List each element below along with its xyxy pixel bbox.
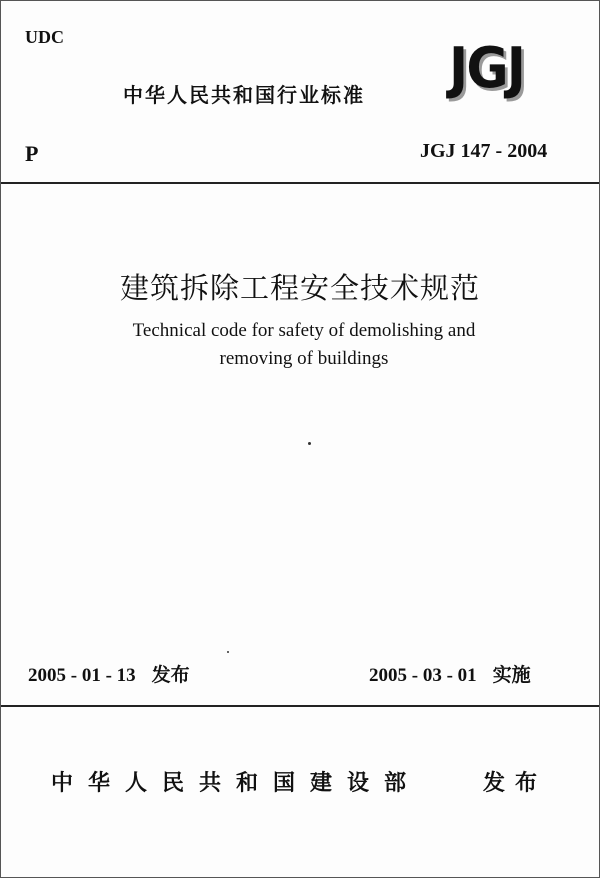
standard-number: JGJ 147 - 2004 xyxy=(420,140,548,162)
english-title-line-2: removing of buildings xyxy=(219,348,389,369)
effective-date-block xyxy=(369,660,531,687)
document-title-english xyxy=(1,317,600,373)
jgj-logo: JGJ xyxy=(449,36,525,101)
effective-date: 2005 - 03 - 01 xyxy=(369,665,477,686)
publish-label: 发布 xyxy=(483,771,548,796)
speck-mark xyxy=(227,651,229,653)
english-title-line-1: Technical code for safety of demolishing and xyxy=(132,320,476,341)
effective-label: 实施 xyxy=(492,664,531,686)
udc-label: UDC xyxy=(25,27,64,47)
standard-type-heading: 中华人民共和国行业标准 xyxy=(123,83,365,107)
classification-code: P xyxy=(25,141,39,166)
publisher-name: 中华人民共和国建设部 xyxy=(51,771,422,796)
header-divider xyxy=(1,182,599,184)
speck-mark xyxy=(308,442,311,445)
issue-date: 2005 - 01 - 13 xyxy=(28,665,136,686)
footer-divider xyxy=(1,705,599,707)
document-title-chinese: 建筑拆除工程安全技术规范 xyxy=(119,271,480,305)
issue-label: 发布 xyxy=(151,664,190,686)
issue-date-block xyxy=(28,660,190,687)
